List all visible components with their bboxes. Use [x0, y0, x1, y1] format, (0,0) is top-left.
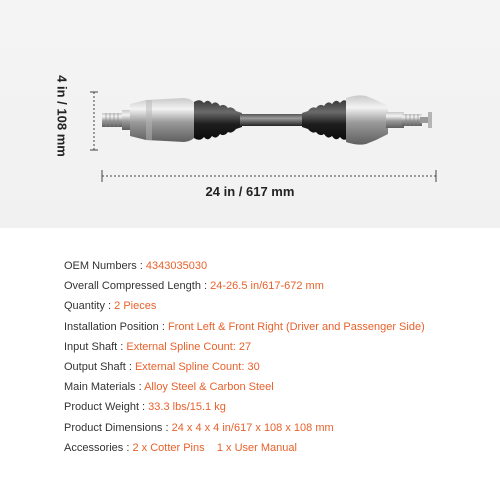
length-dimension-line — [102, 170, 436, 182]
height-dimension-line — [90, 92, 98, 150]
spec-row-main-materials: Main Materials : Alloy Steel & Carbon Steel — [64, 381, 274, 394]
spec-list — [64, 256, 464, 458]
spec-row-installation-position: Installation Position : Front Left & Front Right (Driver and Passenger Side) — [64, 320, 425, 333]
spec-row-quantity: Quantity : 2 Pieces — [64, 300, 157, 313]
spec-row-product-dimensions: Product Dimensions : 24 x 4 x 4 in/617 x 108 x 108 mm — [64, 421, 334, 434]
product-image-area — [0, 0, 500, 228]
height-dimension-label: 4 in / 108 mm — [54, 75, 70, 157]
length-dimension-label: 24 in / 617 mm — [205, 184, 295, 199]
spec-row-compressed-length: Overall Compressed Length : 24-26.5 in/617-672 mm — [64, 280, 324, 293]
spec-row-output-shaft: Output Shaft : External Spline Count: 30 — [64, 361, 260, 374]
spec-row-oem-numbers: OEM Numbers : 4343035030 — [64, 260, 208, 272]
spec-row-accessories: Accessories : 2 x Cotter Pins 1 x User Manual — [64, 441, 297, 454]
spec-row-input-shaft: Input Shaft : External Spline Count: 27 — [64, 340, 252, 353]
spec-row-product-weight: Product Weight : 33.3 lbs/15.1 kg — [64, 401, 226, 414]
